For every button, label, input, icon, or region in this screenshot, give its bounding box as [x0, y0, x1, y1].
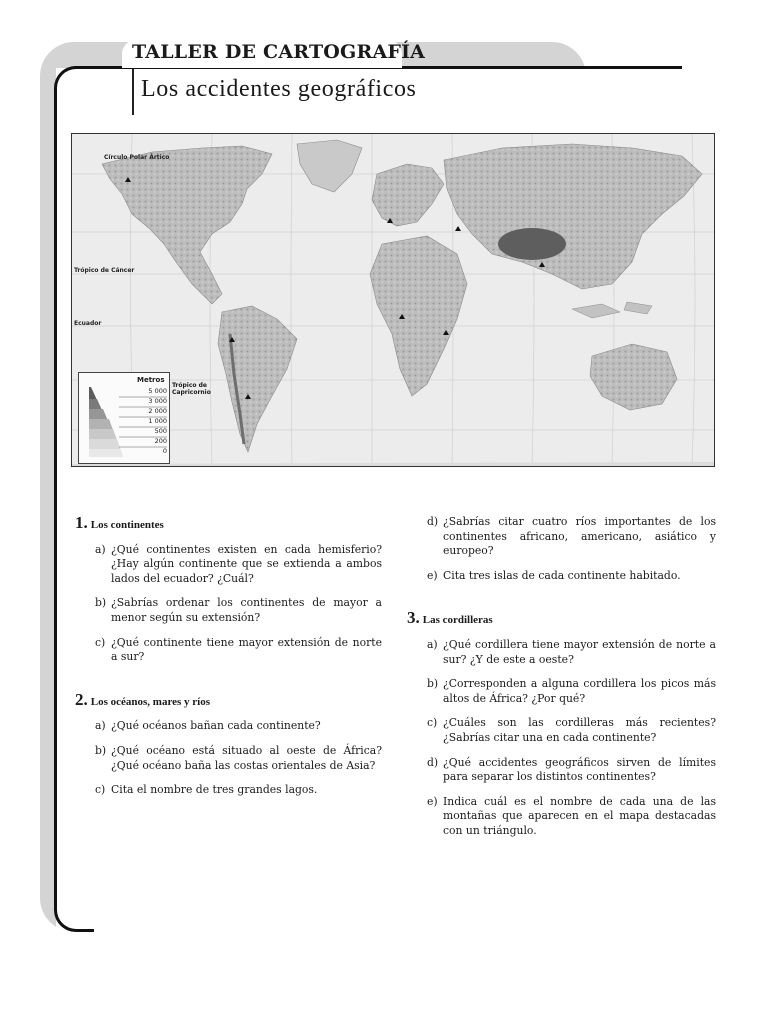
question-letter: d)	[427, 755, 439, 769]
question-text: ¿Qué cordillera tiene mayor extensión de norte a sur? ¿Y de este a oeste?	[443, 637, 716, 666]
question-letter: b)	[95, 596, 107, 610]
section-title: Los océanos, mares y ríos	[90, 695, 211, 708]
question-item	[427, 795, 716, 839]
section-title: Las cordilleras	[422, 614, 493, 627]
question-item	[427, 638, 716, 667]
question-text: ¿Qué continentes existen en cada hemisferio? ¿Hay algún continente que se extienda a ambos lados del ecuador? ¿Cuál?	[111, 542, 382, 585]
question-item	[427, 569, 716, 584]
question-text: ¿Qué océano está situado al oeste de África? ¿Qué océano baña las costas orientales de Asia?	[111, 743, 382, 772]
question-letter: d)	[427, 515, 439, 528]
spacer	[407, 593, 716, 611]
question-text: ¿Corresponden a alguna cordillera los picos más altos de África? ¿Por qué?	[443, 677, 716, 705]
left-column	[75, 513, 382, 808]
section-heading	[407, 608, 716, 628]
question-item	[427, 515, 716, 559]
australia-landmass	[590, 344, 677, 410]
equator-label: Ecuador	[74, 320, 102, 327]
right-column	[407, 515, 716, 849]
section-title: Los continentes	[90, 519, 164, 531]
question-letter: a)	[95, 542, 106, 556]
question-text: ¿Qué accidentes geográficos sirven de límites para separar los distintos continentes?	[443, 755, 716, 784]
question-letter: b)	[427, 677, 439, 691]
section-heading	[75, 689, 382, 710]
elevation-legend	[78, 372, 170, 464]
legend-level: 2 000	[148, 407, 167, 415]
section-number: 3.	[407, 608, 420, 628]
legend-title: Metros	[137, 376, 165, 384]
question-letter: a)	[427, 637, 438, 651]
legend-level: 200	[154, 437, 167, 445]
legend-level: 500	[154, 427, 167, 435]
question-item	[95, 783, 382, 798]
asia-landmass	[444, 144, 702, 289]
section-number: 1.	[75, 513, 88, 532]
question-item	[95, 744, 382, 773]
tropic-of-capricorn-label	[172, 382, 232, 396]
legend-level: 1 000	[148, 417, 167, 425]
workshop-title: TALLER DE CARTOGRAFÍA	[132, 41, 426, 63]
question-item	[95, 636, 382, 665]
legend-level: 5 000	[148, 387, 167, 395]
question-text: ¿Qué océanos bañan cada continente?	[111, 719, 321, 733]
arctic-circle-label: Círculo Polar Ártico	[104, 154, 170, 161]
question-item	[95, 719, 382, 734]
section-number: 2.	[75, 689, 88, 709]
question-item	[427, 677, 716, 706]
question-text: ¿Sabrías ordenar los continentes de mayor a menor según su extensión?	[111, 596, 382, 624]
greenland-landmass	[297, 140, 362, 192]
spacer	[75, 675, 382, 693]
world-relief-map	[71, 133, 715, 467]
question-letter: a)	[95, 719, 106, 733]
question-letter: e)	[427, 568, 438, 582]
africa-landmass	[370, 236, 467, 396]
question-item	[95, 596, 382, 625]
question-letter: e)	[427, 794, 438, 808]
question-item	[427, 716, 716, 745]
question-text: Cita tres islas de cada continente habitado.	[443, 568, 681, 582]
legend-level: 0	[162, 447, 167, 455]
north-america-landmass	[102, 146, 272, 304]
europe-landmass	[372, 164, 444, 226]
peak-triangle-caucasus	[455, 226, 461, 231]
question-letter: b)	[95, 743, 107, 757]
legend-level: 3 000	[148, 397, 167, 405]
question-text: ¿Cuáles son las cordilleras más recientes? ¿Sabrías citar una en cada continente?	[443, 716, 716, 744]
question-letter: c)	[427, 716, 438, 730]
question-item	[95, 543, 382, 587]
title-divider	[132, 69, 134, 115]
question-letter: c)	[95, 635, 106, 649]
question-item	[427, 756, 716, 785]
question-text: Cita el nombre de tres grandes lagos.	[111, 783, 318, 797]
capricorn-label-line-1: Trópico de	[172, 382, 207, 389]
capricorn-label-line-2: Capricornio	[172, 389, 211, 396]
question-text: Indica cuál es el nombre de cada una de las montañas que aparecen en el mapa destacadas con un triángulo.	[443, 794, 716, 837]
question-letter: c)	[95, 783, 106, 797]
question-text: ¿Sabrías citar cuatro ríos importantes de los continentes africano, americano, asiático y europeo?	[443, 515, 716, 558]
page-title: Los accidentes geográficos	[141, 76, 417, 102]
question-text: ¿Qué continente tiene mayor extensión de norte a sur?	[111, 635, 382, 664]
tropic-of-cancer-label: Trópico de Cáncer	[74, 267, 135, 274]
section-heading	[75, 513, 382, 533]
